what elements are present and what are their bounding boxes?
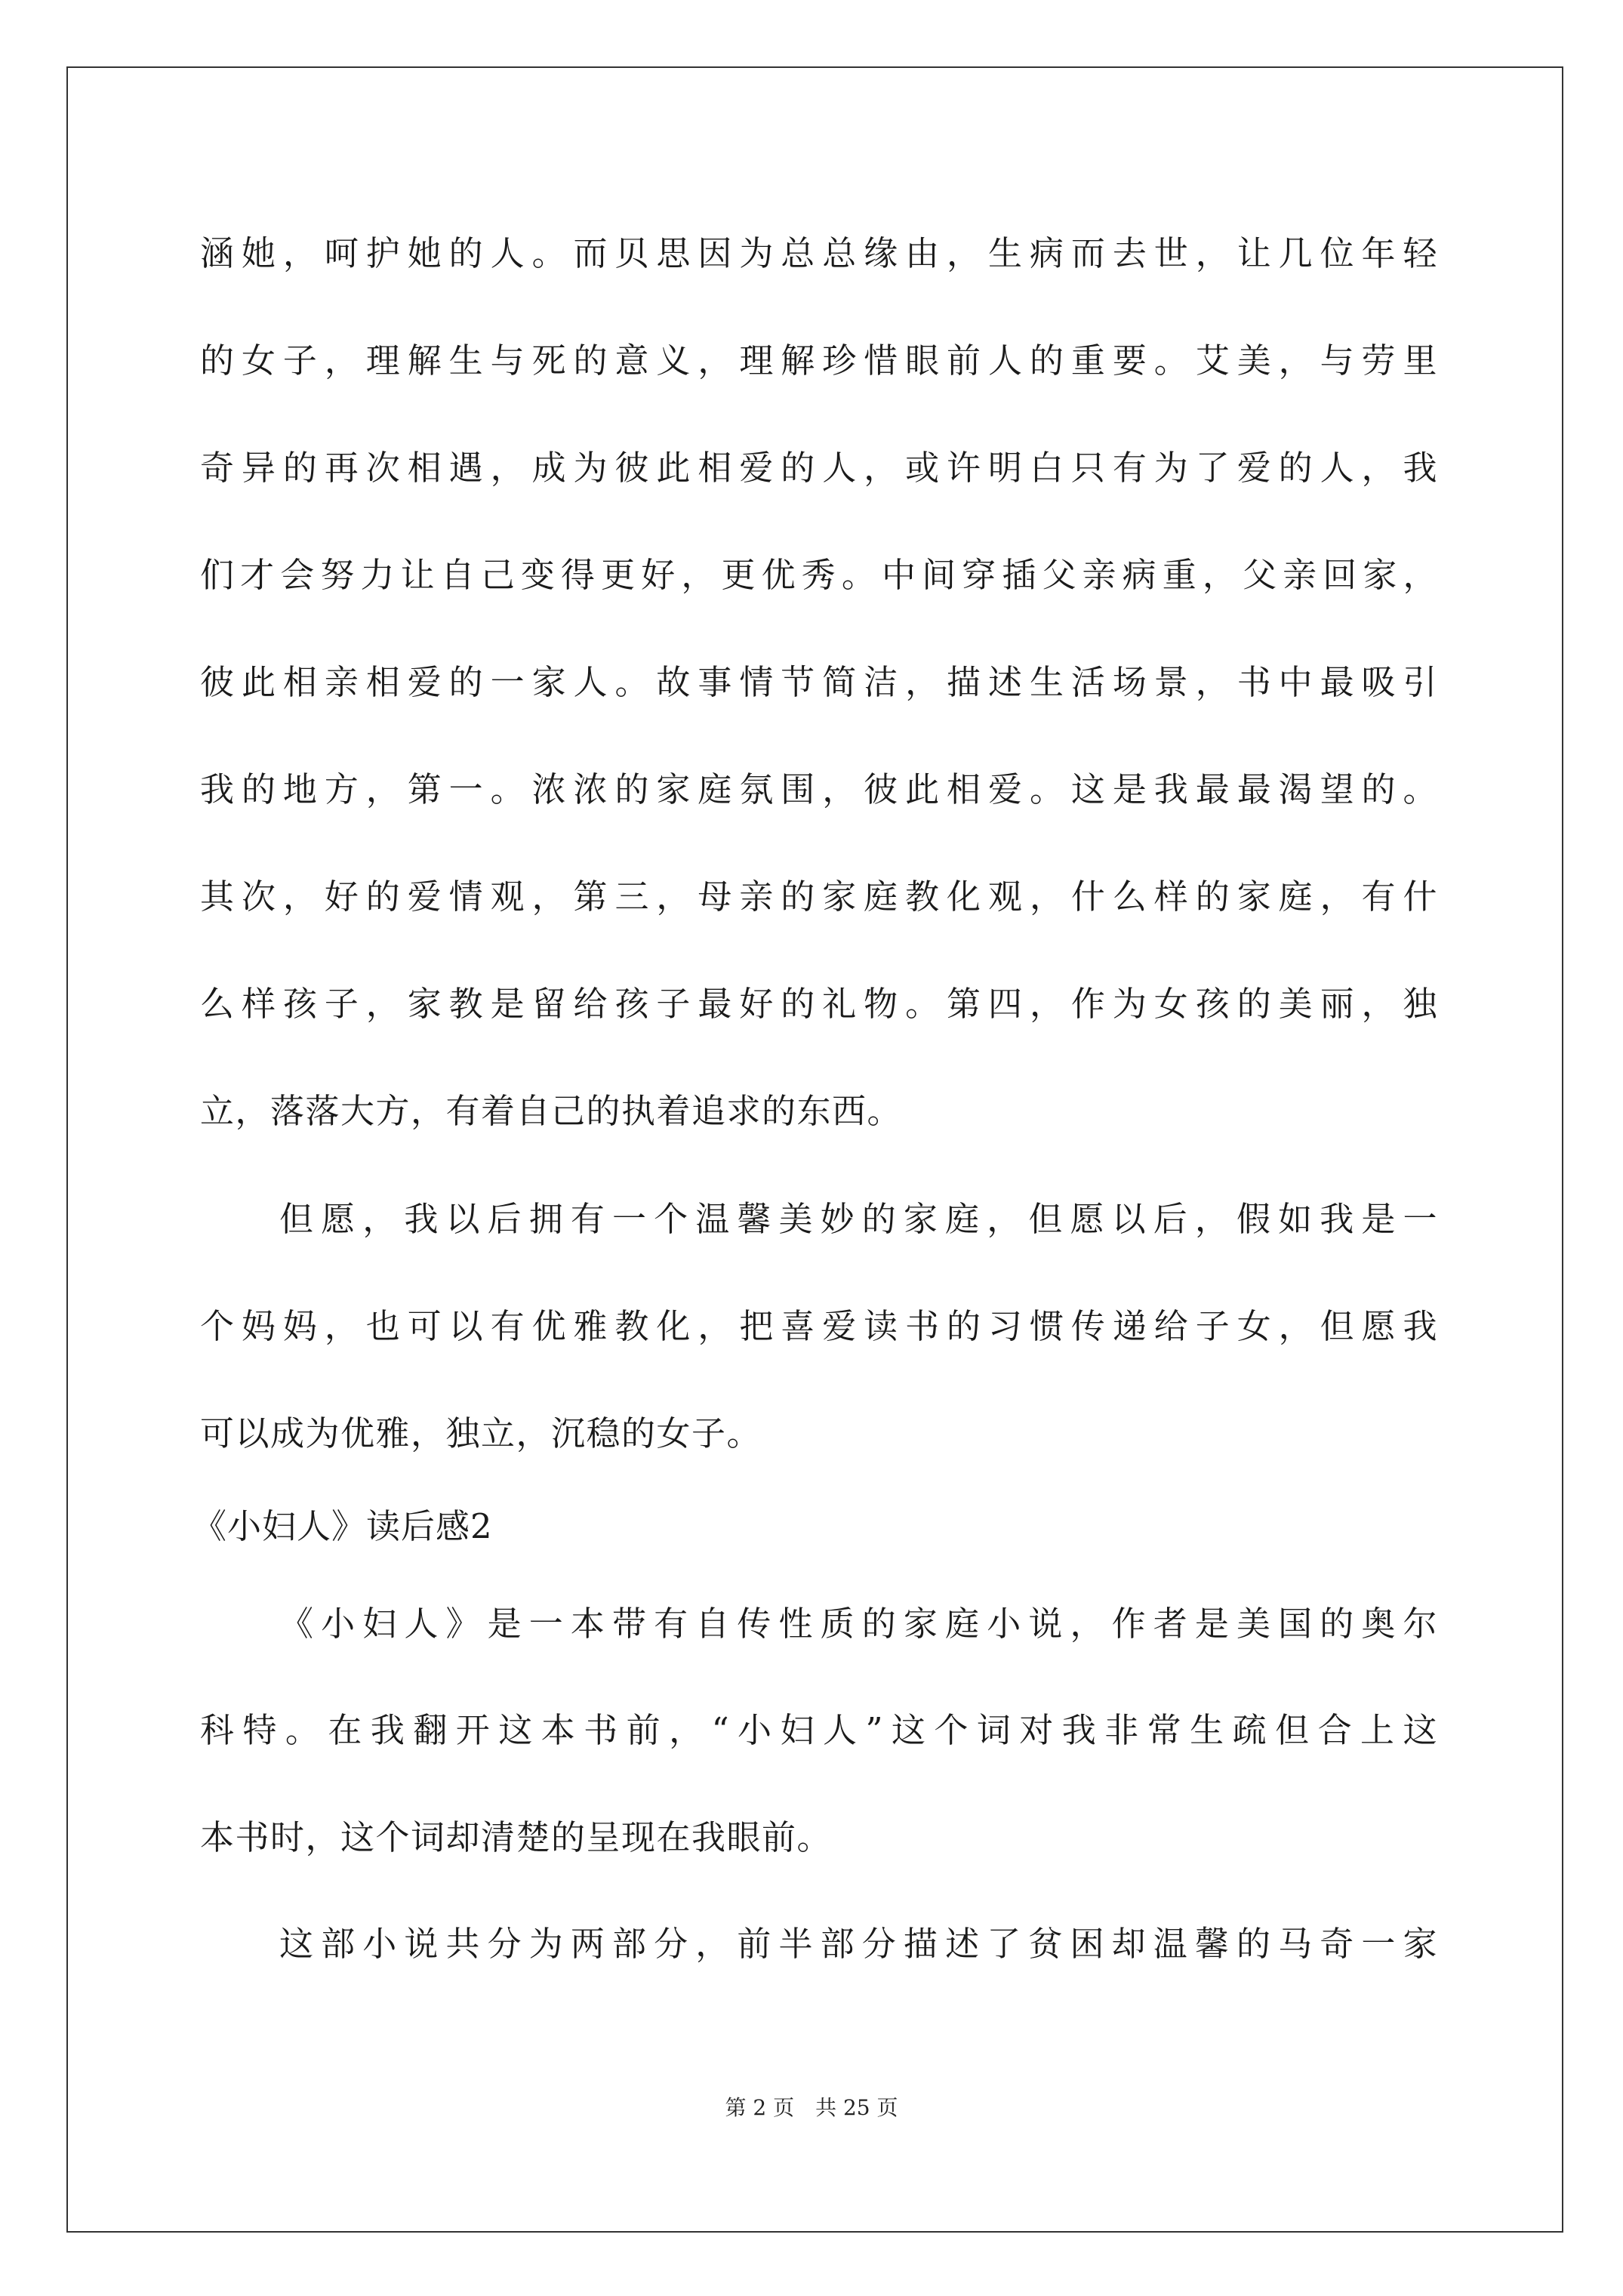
text-line: 本书时，这个词却清楚的呈现在我眼前。 bbox=[200, 1817, 833, 1857]
section-heading: 《小妇人》读后感2 bbox=[192, 1506, 493, 1546]
text-line: 奇异的再次相遇，成为彼此相爱的人，或许明白只有为了爱的人，我 bbox=[200, 448, 1438, 488]
text-line: 其次，好的爱情观，第三，母亲的家庭教化观，什么样的家庭，有什 bbox=[200, 877, 1438, 917]
paragraph-first-line: 《小妇人》是一本带有自传性质的家庭小说，作者是美国的奥尔 bbox=[279, 1604, 1438, 1644]
text-line: 么样孩子，家教是留给孩子最好的礼物。第四，作为女孩的美丽，独 bbox=[200, 984, 1438, 1024]
text-line: 立，落落大方，有着自己的执着追求的东西。 bbox=[200, 1091, 903, 1131]
text-line: 可以成为优雅，独立，沉稳的女子。 bbox=[200, 1413, 762, 1453]
page-border bbox=[66, 66, 1563, 2233]
paragraph-first-line: 但愿，我以后拥有一个温馨美妙的家庭，但愿以后，假如我是一 bbox=[279, 1199, 1438, 1239]
text-line: 的女子，理解生与死的意义，理解珍惜眼前人的重要。艾美，与劳里 bbox=[200, 341, 1438, 381]
text-line: 涵她，呵护她的人。而贝思因为总总缘由，生病而去世，让几位年轻 bbox=[200, 233, 1438, 273]
text-line: 科特。在我翻开这本书前，“小妇人”这个词对我非常生疏但合上这 bbox=[200, 1710, 1438, 1750]
text-line: 们才会努力让自己变得更好，更优秀。中间穿插父亲病重，父亲回家， bbox=[200, 555, 1438, 595]
text-line: 彼此相亲相爱的一家人。故事情节简洁，描述生活场景，书中最吸引 bbox=[200, 662, 1438, 702]
text-line: 我的地方，第一。浓浓的家庭氛围，彼此相爱。这是我最最渴望的。 bbox=[200, 769, 1438, 809]
paragraph-first-line: 这部小说共分为两部分，前半部分描述了贫困却温馨的马奇一家 bbox=[279, 1924, 1438, 1964]
text-line: 个妈妈，也可以有优雅教化，把喜爱读书的习惯传递给子女，但愿我 bbox=[200, 1306, 1438, 1346]
page-number-footer: 第 2 页 共 25 页 bbox=[725, 2095, 898, 2120]
